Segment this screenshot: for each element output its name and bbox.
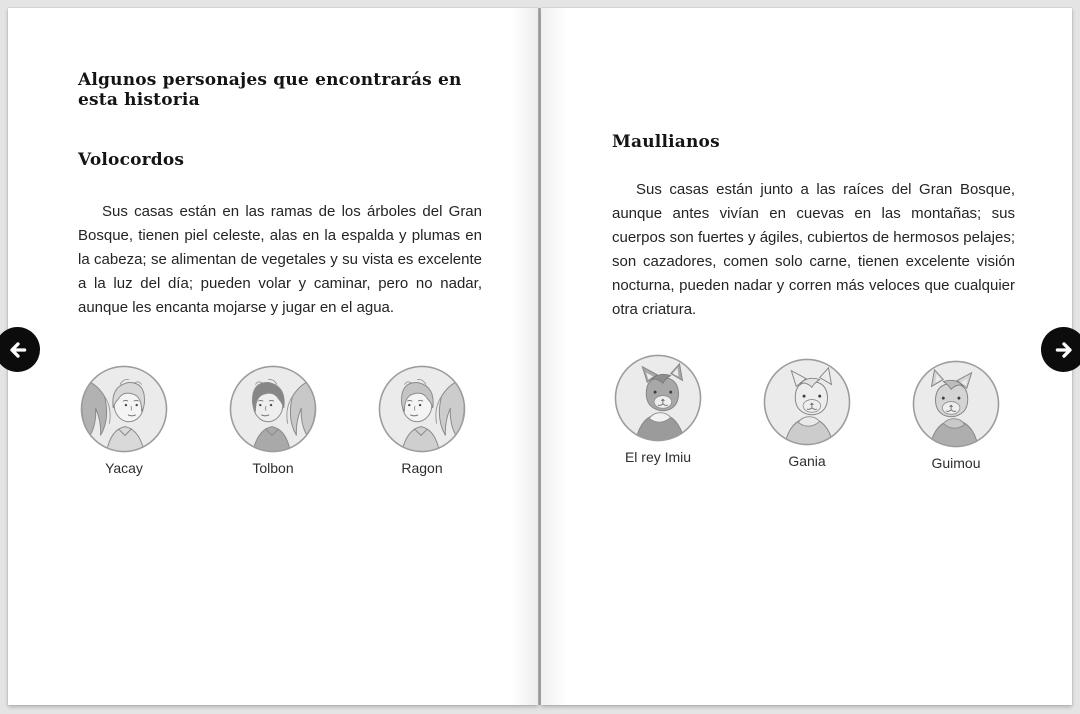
- character-portrait: [763, 358, 851, 471]
- character-portraits-row: [78, 365, 482, 476]
- character-name: Ragon: [401, 460, 443, 476]
- character-portrait: [80, 365, 168, 476]
- species-heading-maullianos: Maullianos: [612, 132, 720, 152]
- arrow-left-icon: [7, 339, 29, 361]
- species-description-volocordos: Sus casas están en las ramas de los árboles del Gran Bosque, tienen piel celeste, alas en la espalda y plumas en la cabeza; se alimentan de vegetales y su vista es excelente a la luz del día; pueden volar y caminar, pero no nadar, aunque les encanta mojarse y jugar en el agua.: [78, 203, 482, 316]
- section-title: Algunos personajes que encontrarás en esta historia: [78, 70, 462, 110]
- character-portraits-row: [612, 354, 1015, 471]
- cat-person-portrait-icon: [763, 358, 851, 446]
- character-name: El rey Imiu: [624, 449, 692, 465]
- character-name: Yacay: [105, 460, 143, 476]
- winged-humanoid-portrait-icon: [378, 365, 466, 453]
- species-description-maullianos: Sus casas están junto a las raíces del Gran Bosque, aunque antes vivían en cuevas en las montañas; sus cuerpos son fuertes y ágiles, cubiertos de hermosos pelajes; son cazadores, comen solo carne, tienen excelente visión nocturna, pueden nadar y corren más veloces que cualquier otra criatura.: [612, 181, 1015, 318]
- character-name: Tolbon: [252, 460, 294, 476]
- character-portrait: [229, 365, 317, 476]
- page-right: [541, 8, 1072, 705]
- character-name: Gania: [788, 453, 826, 469]
- winged-humanoid-portrait-icon: [80, 365, 168, 453]
- winged-humanoid-portrait-icon: [229, 365, 317, 453]
- character-portrait: [912, 360, 1000, 471]
- page-left: [8, 8, 538, 705]
- species-heading-volocordos: Volocordos: [78, 150, 185, 170]
- character-name: Guimou: [931, 455, 981, 471]
- arrow-right-icon: [1053, 339, 1075, 361]
- cat-person-portrait-icon: [614, 354, 702, 442]
- character-portrait: [614, 354, 702, 471]
- cat-person-portrait-icon: [912, 360, 1000, 448]
- next-page-button[interactable]: [1041, 327, 1080, 372]
- character-portrait: [378, 365, 466, 476]
